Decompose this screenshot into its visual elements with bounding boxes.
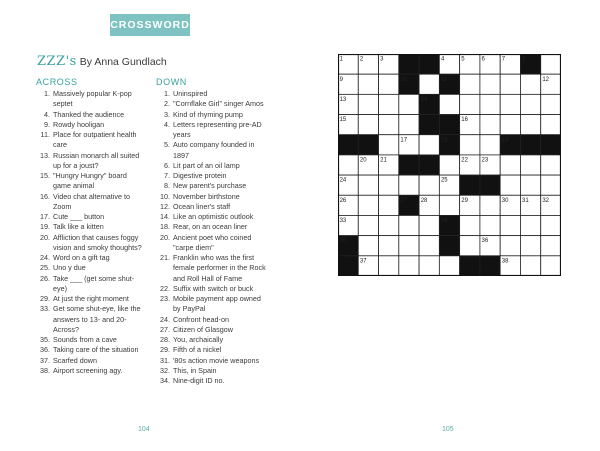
cell-number: 31 [522, 197, 529, 204]
grid-cell [399, 256, 419, 276]
black-square [338, 256, 358, 276]
grid-cell [480, 115, 500, 135]
grid-cell [379, 94, 399, 114]
clue-number: 4. [164, 119, 170, 129]
grid-cell [358, 215, 378, 235]
clue-text: Ocean liner's staff [173, 201, 231, 211]
grid-cell [500, 236, 520, 256]
clue-text: Confront head-on [173, 314, 229, 324]
clue-text: Russian monarch all suited up for a joust? [53, 150, 140, 170]
cell-number: 13 [339, 96, 347, 103]
grid-cell [439, 94, 459, 114]
clue-number: 29. [160, 345, 170, 355]
down-clue [156, 192, 266, 202]
black-square [338, 135, 358, 155]
across-clue [36, 222, 144, 232]
cell-number: 30 [501, 197, 509, 204]
black-square [419, 115, 439, 135]
clue-text: Taking care of the situation [53, 345, 139, 355]
grid-cell [460, 74, 480, 94]
clue-number: 25. [40, 263, 50, 273]
across-heading: ACROSS [36, 77, 78, 87]
down-clue [156, 120, 266, 141]
grid-cell [379, 175, 399, 195]
cell-number: 24 [339, 177, 347, 184]
grid-cell [541, 236, 561, 256]
clue-text: This, in Spain [173, 365, 217, 375]
grid-cell [419, 135, 439, 155]
clue-number: 11. [40, 130, 50, 139]
down-clue-list [156, 89, 266, 386]
down-clue [156, 89, 266, 99]
clue-text: Kind of rhyming pump [173, 109, 243, 119]
grid-cell [460, 94, 480, 114]
grid-cell [520, 115, 540, 135]
grid-cell [379, 115, 399, 135]
clue-number: 24. [160, 314, 170, 324]
grid-cell [460, 236, 480, 256]
grid-cell [379, 74, 399, 94]
across-clue [36, 171, 144, 192]
grid-cell [338, 155, 358, 175]
grid-cell [419, 256, 439, 276]
page-number-left: 104 [138, 426, 150, 433]
cell-number: 34 [440, 218, 448, 225]
grid-cell [500, 115, 520, 135]
down-clue [156, 345, 266, 355]
grid-cell [541, 94, 561, 114]
clue-number: 14. [160, 212, 170, 221]
clue-number: 38. [40, 365, 50, 375]
cell-number: 14 [420, 96, 428, 103]
cell-number: 1 [339, 56, 343, 63]
clue-text: Ancient poet who coined "carpe diem" [173, 232, 252, 252]
clue-text: Auto company founded in 1897 [173, 140, 255, 160]
down-clue [156, 315, 266, 325]
across-clue [36, 89, 144, 110]
grid-cell [500, 74, 520, 94]
down-clue [156, 110, 266, 120]
clue-number: 27. [160, 324, 170, 334]
clue-number: 20. [40, 232, 50, 242]
cell-number: 15 [339, 117, 347, 124]
clue-text: Cute ___ button [53, 212, 105, 221]
cell-number: 27 [400, 197, 408, 204]
cell-number: 38 [501, 258, 509, 265]
down-clue [156, 366, 266, 376]
clue-number: 12. [160, 201, 170, 211]
grid-cell [520, 94, 540, 114]
down-clue [156, 140, 266, 161]
clue-number: 2. [164, 99, 170, 109]
down-clue [156, 212, 266, 222]
cell-number: 20 [359, 157, 367, 164]
across-clue [36, 345, 144, 355]
clue-text: November birthstone [173, 191, 240, 201]
clue-text: "Hungry Hungry" board game animal [53, 171, 127, 191]
clue-text: Get some shut-eye, like the answers to 13- and 20-Across? [53, 304, 141, 334]
clue-number: 7. [164, 171, 170, 180]
grid-cell [379, 215, 399, 235]
black-square [358, 135, 378, 155]
clue-number: 1. [164, 89, 170, 98]
clue-number: 23. [160, 294, 170, 303]
grid-cell [419, 215, 439, 235]
down-clue [156, 294, 266, 315]
clue-number: 32. [160, 365, 170, 375]
grid-cell [500, 94, 520, 114]
clue-text: Suffix with switch or buck [173, 283, 254, 293]
grid-cell [500, 175, 520, 195]
down-clue [156, 171, 266, 181]
grid-cell [379, 195, 399, 215]
grid-cell [520, 74, 540, 94]
cell-number: 25 [440, 177, 448, 184]
clue-number: 29. [40, 294, 50, 303]
clue-number: 16. [40, 191, 50, 201]
across-clues [36, 77, 144, 376]
grid-cell [460, 135, 480, 155]
across-clue-list [36, 89, 144, 376]
cell-number: 8 [522, 56, 526, 63]
clue-text: "Cornflake Girl" singer Amos [173, 99, 264, 109]
grid-cell [480, 215, 500, 235]
grid-cell [358, 115, 378, 135]
down-clue [156, 181, 266, 191]
clue-number: 13. [40, 150, 50, 160]
clue-number: 22. [160, 283, 170, 293]
cell-number: 26 [339, 197, 347, 204]
black-square [439, 236, 459, 256]
grid-cell [358, 175, 378, 195]
section-tab-label: CROSSWORD [110, 19, 190, 31]
grid-cell [520, 175, 540, 195]
cell-number: 3 [380, 56, 384, 63]
grid-cell [379, 256, 399, 276]
grid-cell [379, 236, 399, 256]
clue-text: Place for outpatient health care [53, 130, 137, 150]
grid-cell [439, 195, 459, 215]
clue-number: 24. [40, 253, 50, 262]
cell-number: 22 [461, 157, 468, 164]
grid-cell [541, 54, 561, 74]
clue-number: 21. [160, 253, 170, 262]
black-square [419, 155, 439, 175]
cell-number: 37 [359, 258, 367, 265]
grid-cell [480, 94, 500, 114]
across-clue [36, 233, 144, 254]
black-square [419, 54, 439, 74]
down-clue [156, 284, 266, 294]
clue-text: Citizen of Glasgow [173, 324, 233, 334]
puzzle-name: ZZZ's [37, 54, 77, 69]
cell-number: 11 [440, 76, 448, 83]
down-clue [156, 233, 266, 254]
clue-text: Rear, on an ocean liner [173, 222, 248, 232]
clue-number: 10. [160, 191, 170, 201]
cell-number: 35 [339, 238, 347, 245]
clue-text: Nine-digit ID no. [173, 376, 225, 385]
across-clue [36, 253, 144, 263]
grid-cell [541, 256, 561, 276]
cell-number: 32 [542, 197, 550, 204]
across-clue [36, 130, 144, 151]
clue-text: Affliction that causes foggy vision and smoky thoughts? [53, 232, 142, 252]
grid-cell [399, 115, 419, 135]
clue-text: You, archaically [173, 335, 224, 344]
down-clue [156, 356, 266, 366]
clue-number: 26. [40, 273, 50, 283]
cell-number: 23 [481, 157, 489, 164]
clue-text: Uninspired [173, 89, 208, 98]
black-square [399, 155, 419, 175]
clue-text: Massively popular K-pop septet [53, 89, 132, 109]
cell-number: 16 [461, 117, 468, 124]
grid-cell [541, 115, 561, 135]
grid-cell [520, 155, 540, 175]
clue-number: 6. [164, 160, 170, 170]
clue-number: 18. [160, 222, 170, 232]
down-clue [156, 335, 266, 345]
clue-text: Franklin who was the first female performer in the Rock and Roll Hall of Fame [173, 253, 266, 283]
cell-number: 7 [501, 56, 506, 63]
across-clue [36, 274, 144, 295]
grid-cell [480, 74, 500, 94]
clue-number: 33. [40, 304, 50, 314]
clue-text: Lit part of an oil lamp [173, 160, 240, 170]
clue-number: 19. [40, 222, 50, 232]
clue-text: Thanked the audience [53, 109, 125, 119]
black-square [399, 54, 419, 74]
grid-cell [399, 215, 419, 235]
across-clue [36, 120, 144, 130]
cell-number: 6 [481, 56, 485, 63]
cell-number: 17 [400, 137, 408, 144]
grid-cell [358, 74, 378, 94]
down-clue [156, 325, 266, 335]
puzzle-title [37, 54, 167, 69]
grid-cell [379, 135, 399, 155]
cell-number: 18 [440, 137, 448, 144]
clue-number: 35. [40, 335, 50, 344]
down-clue [156, 99, 266, 109]
page-number-right: 105 [442, 426, 454, 433]
down-heading: DOWN [156, 77, 187, 87]
crossword-grid [338, 54, 561, 276]
clue-text: At just the right moment [53, 294, 129, 303]
section-tab [110, 14, 190, 36]
grid-cell [358, 236, 378, 256]
clue-number: 3. [164, 109, 170, 119]
clue-text: Scarfed down [53, 355, 97, 365]
across-clue [36, 110, 144, 120]
cell-number: 19 [501, 137, 509, 144]
grid-cell [439, 155, 459, 175]
clue-text: Sounds from a cave [53, 335, 117, 344]
down-clue [156, 222, 266, 232]
black-square [520, 135, 540, 155]
cell-number: 12 [542, 76, 550, 83]
across-clue [36, 294, 144, 304]
across-clue [36, 212, 144, 222]
black-square [460, 256, 480, 276]
clue-number: 1. [44, 89, 50, 98]
grid-cell [399, 236, 419, 256]
across-clue [36, 151, 144, 172]
across-clue [36, 356, 144, 366]
cell-number: 33 [339, 218, 347, 225]
cell-number: 4 [440, 56, 445, 63]
down-clue [156, 253, 266, 284]
puzzle-byline: By Anna Gundlach [79, 56, 167, 68]
down-clue [156, 202, 266, 212]
cell-number: 28 [420, 197, 428, 204]
grid-cell [358, 195, 378, 215]
grid-cell [399, 175, 419, 195]
cell-number: 21 [380, 157, 387, 164]
clue-number: 34. [160, 376, 170, 385]
down-clue [156, 376, 266, 386]
clue-text: Talk like a kitten [53, 222, 104, 232]
clue-text: Take ___ (get some shut-eye) [53, 273, 135, 293]
black-square [480, 175, 500, 195]
black-square [439, 115, 459, 135]
clue-number: 17. [40, 212, 50, 221]
clue-number: 20. [160, 232, 170, 242]
clue-text: Airport screening agy. [53, 365, 123, 375]
clue-text: Fifth of a nickel [173, 345, 222, 355]
grid-cell [541, 155, 561, 175]
grid-cell [520, 236, 540, 256]
clue-number: 8. [164, 181, 170, 191]
clue-text: '80s action movie weapons [173, 355, 260, 365]
clue-text: Word on a gift tag [53, 253, 110, 262]
across-clue [36, 366, 144, 376]
grid-cell [480, 135, 500, 155]
clue-number: 9. [44, 119, 50, 129]
clue-text: Video chat alternative to Zoom [53, 191, 130, 211]
grid-cell [460, 215, 480, 235]
cell-number: 9 [339, 76, 343, 83]
grid-cell [520, 256, 540, 276]
black-square [541, 135, 561, 155]
clue-number: 36. [40, 345, 50, 355]
cell-number: 29 [461, 197, 468, 204]
clue-number: 5. [164, 140, 170, 150]
clue-text: Uno y due [53, 263, 86, 273]
clue-number: 31. [160, 355, 170, 365]
clue-text: Digestive protein [173, 171, 227, 180]
clue-number: 28. [160, 335, 170, 344]
grid-cell [358, 94, 378, 114]
cell-number: 2 [359, 56, 364, 63]
clue-text: Rowdy hooligan [53, 119, 105, 129]
clue-text: Letters representing pre-AD years [173, 119, 262, 139]
clue-number: 4. [44, 109, 50, 119]
cell-number: 5 [461, 56, 465, 63]
black-square [460, 175, 480, 195]
grid-cell [541, 215, 561, 235]
clue-number: 37. [40, 355, 50, 365]
clue-text: New parent's purchase [173, 181, 247, 191]
grid-cell [419, 236, 439, 256]
grid-cell [419, 74, 439, 94]
down-clue [156, 161, 266, 171]
grid-cell [480, 195, 500, 215]
grid-cell [419, 175, 439, 195]
across-clue [36, 304, 144, 335]
black-square [480, 256, 500, 276]
grid-cell [520, 215, 540, 235]
grid-cell [399, 94, 419, 114]
grid-cell [541, 175, 561, 195]
clue-number: 15. [40, 171, 50, 180]
down-clues [156, 77, 266, 386]
clue-text: Like an optimistic outlook [173, 212, 254, 221]
grid-cell [500, 155, 520, 175]
across-clue [36, 192, 144, 213]
across-clue [36, 335, 144, 345]
grid-cell [439, 256, 459, 276]
cell-number: 36 [481, 238, 489, 245]
clue-text: Mobile payment app owned by PayPal [173, 294, 261, 314]
cell-number: 10 [400, 76, 408, 83]
grid-cell [500, 215, 520, 235]
across-clue [36, 263, 144, 273]
